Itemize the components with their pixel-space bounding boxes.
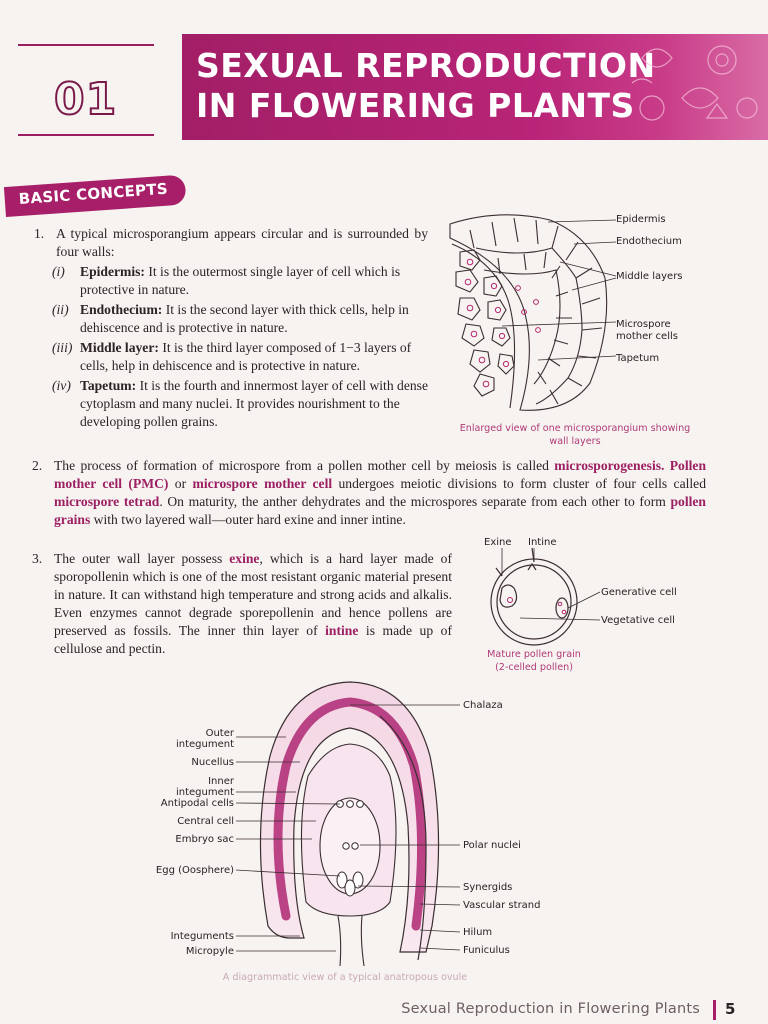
fig1-label-tapetum: Tapetum — [616, 353, 660, 364]
term-microspore-tetrad: microspore tetrad — [54, 494, 160, 509]
fig2-label-vegetative-cell: Vegetative cell — [601, 615, 675, 626]
fig1-caption-line-1: Enlarged view of one microsporangium showing — [459, 423, 691, 434]
item-roman: (i) — [52, 264, 65, 279]
item-roman: (iii) — [52, 340, 73, 355]
item-text: It is the outermost single layer of cell which is protective in nature. — [80, 264, 401, 297]
fig3-label-outer-integument: integument — [175, 739, 234, 750]
chapter-title-line-2: IN FLOWERING PLANTS — [196, 86, 635, 125]
fig1-label-epidermis: Epidermis — [616, 214, 666, 225]
point-2-text: undergoes meiotic divisions to form cluster of four cells called — [332, 476, 706, 491]
point-2-text: with two layered wall—outer hard exine and inner intine. — [90, 512, 406, 527]
point-2-number: 2. — [32, 458, 43, 473]
fig3-label-egg: Egg (Oosphere) — [155, 865, 234, 876]
term-microspore-mother-cell: microspore mother cell — [192, 476, 333, 491]
section-tag-basic-concepts: BASIC CONCEPTS — [4, 174, 187, 217]
fig2-caption-line-1: Mature pollen grain — [487, 649, 581, 660]
point-2-text: or — [168, 476, 193, 491]
running-title: Sexual Reproduction in Flowering Plants — [401, 1001, 700, 1017]
fig1-label-mother-cells: mother cells — [616, 331, 678, 342]
item-term: Middle layer: — [80, 340, 159, 355]
item-term: Epidermis: — [80, 264, 145, 279]
fig3-label-inner: Inner — [208, 776, 234, 787]
fig1-label-microspore: Microspore — [616, 319, 671, 330]
point-3-text: The outer wall layer possess — [54, 551, 230, 566]
item-text: It is the second layer with thick cells, help in dehiscence and is protective in nature. — [80, 302, 409, 335]
fig3-label-inner-integument: integument — [175, 787, 234, 798]
fig3-label-nucellus: Nucellus — [191, 757, 234, 768]
point-3-text: , which is a hard layer made of sporopollenin which is one of the most resistant organic material present in nature. It can withstand high temperature and strong acids and alkalis. Even enzymes cannot degrade sporepollenin and hence pollens are preserved as fossils. The inner thin layer of — [54, 551, 453, 638]
fig3-label-hilum: Hilum — [463, 927, 493, 938]
fig3-caption: A diagrammatic view of a typical anatropous ovule — [222, 972, 468, 983]
fig3-label-synergids: Synergids — [463, 882, 513, 893]
fig3-label-chalaza: Chalaza — [463, 700, 503, 711]
chapter-number: 01 — [54, 74, 118, 125]
item-term: Endothecium: — [80, 302, 163, 317]
item-text: It is the third layer composed of 1−3 layers of cells, help in dehiscence and is protective in nature. — [80, 340, 412, 373]
term-microsporogenesis: microsporogenesis. — [554, 458, 665, 473]
item-text: It is the fourth and innermost layer of cell with dense cytoplasm and many nuclei. It provides nourishment to the developing pollen grains. — [80, 378, 428, 429]
fig1-label-middle-layers: Middle layers — [616, 271, 683, 282]
item-roman: (ii) — [52, 302, 69, 317]
fig3-label-integuments: Integuments — [170, 931, 234, 942]
fig3-label-central-cell: Central cell — [177, 816, 234, 827]
fig3-label-antipodal-cells: Antipodal cells — [160, 798, 234, 809]
term-pollen-grains: pollen grains — [54, 494, 706, 527]
point-1-intro: A typical microsporangium appears circular and is surrounded by four walls: — [56, 226, 428, 259]
point-2-text: . On maturity, the anther dehydrates and the microspores separate from each other to form — [159, 494, 671, 509]
point-3-number: 3. — [32, 551, 43, 566]
page-number: 5 — [725, 1000, 736, 1018]
point-2-text: The process of formation of microspore from a pollen mother cell by meiosis is called — [54, 458, 555, 473]
fig3-label-micropyle: Micropyle — [185, 946, 234, 957]
footer-separator — [713, 1000, 716, 1020]
point-1-number: 1. — [34, 226, 45, 241]
fig2-label-generative-cell: Generative cell — [601, 587, 677, 598]
fig3-label-polar-nuclei: Polar nuclei — [463, 840, 521, 851]
fig3-label-outer: Outer — [205, 728, 234, 739]
point-3-text: is made up of cellulose and pectin. — [54, 623, 452, 656]
fig1-label-endothecium: Endothecium — [616, 236, 682, 247]
chapter-title-line-1: SEXUAL REPRODUCTION — [196, 46, 656, 85]
fig3-label-embryo-sac: Embryo sac — [175, 834, 234, 845]
fig2-label-exine: Exine — [484, 537, 512, 548]
fig3-label-funiculus: Funiculus — [463, 945, 510, 956]
fig2-label-intine: Intine — [528, 537, 557, 548]
fig1-caption-line-2: wall layers — [549, 436, 601, 447]
term-intine: intine — [325, 623, 359, 638]
item-roman: (iv) — [52, 378, 71, 393]
term-pmc: Pollen mother cell (PMC) — [54, 458, 706, 491]
term-exine: exine — [229, 551, 260, 566]
fig3-label-vascular-strand: Vascular strand — [463, 900, 541, 911]
fig2-caption-line-2: (2-celled pollen) — [495, 662, 573, 673]
item-term: Tapetum: — [80, 378, 137, 393]
